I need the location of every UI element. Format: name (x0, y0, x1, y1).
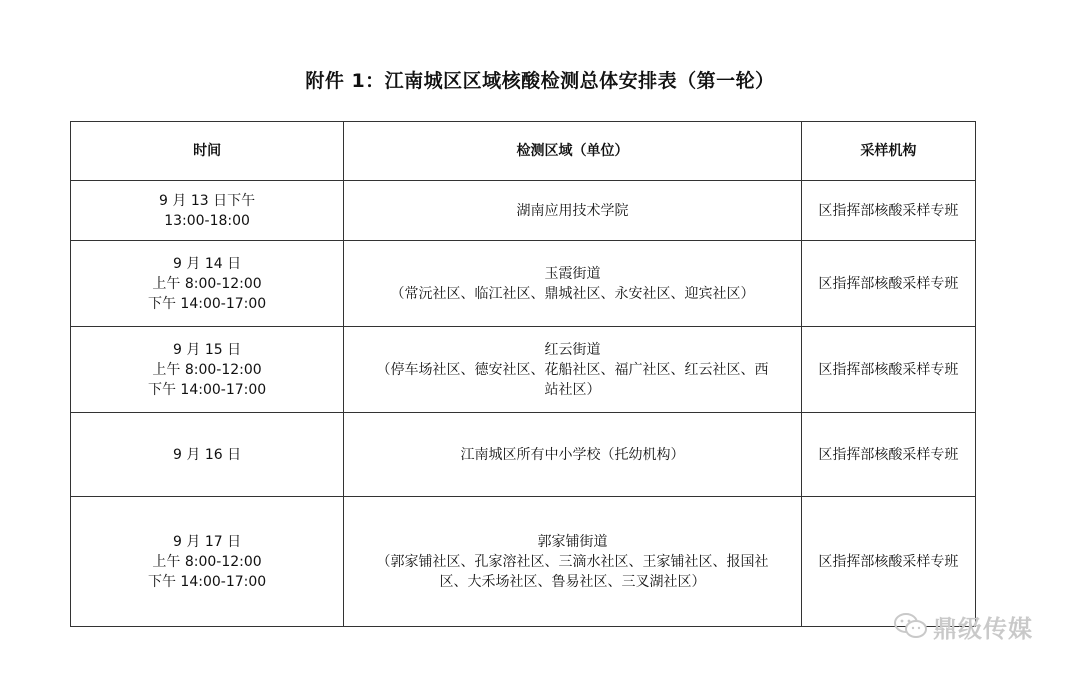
area-cell (344, 181, 802, 241)
time-line: 9 月 16 日 (173, 446, 242, 463)
schedule-table (70, 121, 976, 627)
area-cell (344, 497, 802, 627)
area-line: 郭家铺街道 (537, 533, 608, 550)
org-cell: 区指挥部核酸采样专班 (801, 181, 975, 241)
area-line: 玉霞街道 (544, 265, 601, 282)
time-cell (71, 413, 344, 497)
time-line: 9 月 17 日 (173, 533, 242, 550)
header-org: 采样机构 (801, 122, 975, 181)
org-cell: 区指挥部核酸采样专班 (801, 413, 975, 497)
time-line: 9 月 13 日下午 (159, 192, 256, 209)
header-time: 时间 (71, 122, 344, 181)
org-cell: 区指挥部核酸采样专班 (801, 241, 975, 327)
time-line: 13:00-18:00 (164, 212, 250, 229)
area-line: （停车场社区、德安社区、花船社区、福广社区、红云社区、西 (376, 361, 769, 378)
time-line: 上午 8:00-12:00 (152, 361, 262, 378)
area-cell (344, 241, 802, 327)
area-cell (344, 413, 802, 497)
table-row (71, 497, 976, 627)
table-row (71, 241, 976, 327)
wechat-icon (893, 612, 929, 640)
watermark (893, 611, 1033, 641)
area-line: 区、大禾场社区、鲁易社区、三叉湖社区） (439, 573, 706, 590)
area-line: 站社区） (544, 381, 601, 398)
area-cell (344, 327, 802, 413)
time-line: 下午 14:00-17:00 (147, 381, 267, 398)
time-line: 9 月 14 日 (173, 255, 242, 272)
time-line: 9 月 15 日 (173, 341, 242, 358)
time-line: 上午 8:00-12:00 (152, 275, 262, 292)
area-line: 湖南应用技术学院 (516, 202, 629, 219)
table-header-row (71, 122, 976, 181)
watermark-text: 鼎级传媒 (933, 614, 1033, 643)
time-line: 上午 8:00-12:00 (152, 553, 262, 570)
area-line: 江南城区所有中小学校（托幼机构） (460, 446, 685, 463)
header-area: 检测区域（单位） (344, 122, 802, 181)
area-line: （郭家铺社区、孔家溶社区、三滴水社区、王家铺社区、报国社 (376, 553, 769, 570)
time-cell (71, 181, 344, 241)
table-row (71, 327, 976, 413)
table-row (71, 181, 976, 241)
time-cell (71, 497, 344, 627)
area-line: 红云街道 (544, 341, 601, 358)
document-title: 附件 1：江南城区区域核酸检测总体安排表（第一轮） (305, 70, 775, 92)
time-line: 下午 14:00-17:00 (147, 295, 267, 312)
org-cell: 区指挥部核酸采样专班 (801, 497, 975, 627)
time-cell (71, 241, 344, 327)
org-cell: 区指挥部核酸采样专班 (801, 327, 975, 413)
area-line: （常沅社区、临江社区、鼎城社区、永安社区、迎宾社区） (390, 285, 755, 302)
time-line: 下午 14:00-17:00 (147, 573, 267, 590)
table-row (71, 413, 976, 497)
time-cell (71, 327, 344, 413)
